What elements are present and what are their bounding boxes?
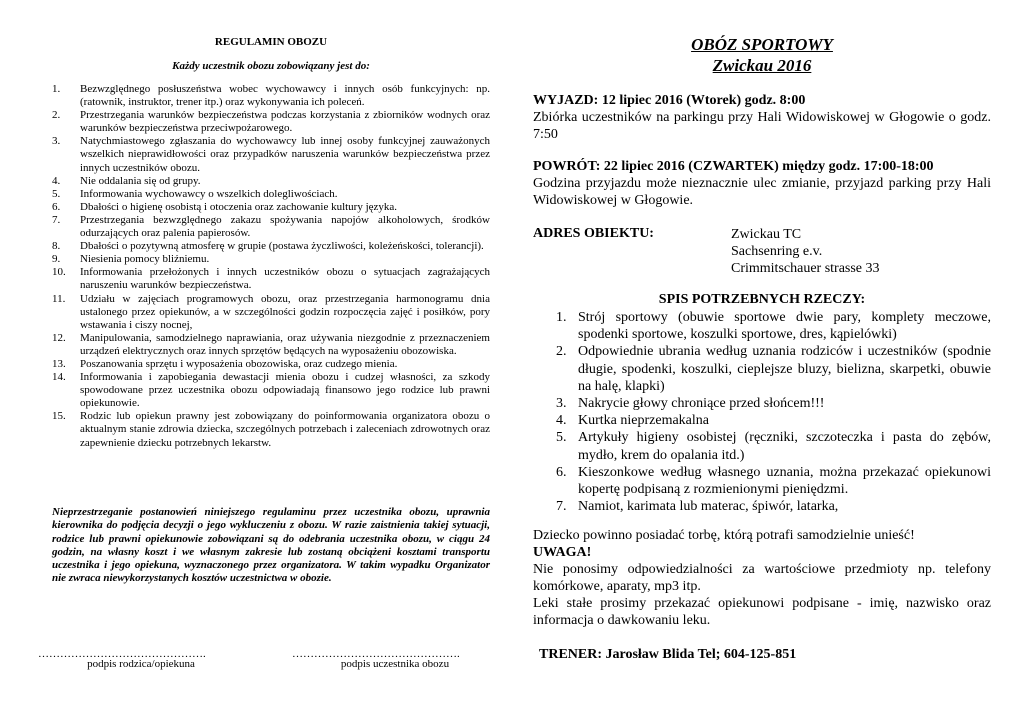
rule-item-number: 1. (52, 83, 61, 95)
bag-note: Dziecko powinno posiadać torbę, którą potrafi samodzielnie unieść! (533, 528, 915, 543)
rule-item (52, 332, 490, 358)
rule-item-number: 7. (52, 213, 61, 226)
packing-item-text: Artykuły higieny osobistej (ręczniki, szczoteczka i pasta do zębów, mydło, krem do opalania itd.) (578, 430, 991, 463)
packing-item-number: 6. (556, 464, 567, 480)
rule-item-text: Przestrzegania warunków bezpieczeństwa podczas korzystania z zbiorników wodnych oraz warunków bezpieczeństwa przeciwpożarowego. (80, 109, 490, 135)
rule-item (52, 201, 490, 214)
rule-item (52, 135, 490, 174)
rule-item-number: 8. (52, 240, 61, 253)
rule-item-text: Manipulowania, samodzielnego naprawiania, oraz używania niezgodnie z przeznaczeniem urządzeń elektrycznych oraz innych sprzętów będących na wyposażeniu obozowiska. (80, 331, 490, 357)
departure-text: Zbiórka uczestników na parkingu przy Hali Widowiskowej w Głogowie o godz. 7:50 (533, 110, 991, 143)
rule-item-text: Informowania przełożonych i innych uczestników obozu o sytuacjach zagrażających naruszeniu warunków bezpieczeństwa. (80, 266, 490, 292)
rule-item-number: 13. (52, 357, 66, 370)
rule-item (52, 371, 490, 410)
trainer-contact: TRENER: Jarosław Blida Tel; 604-125-851 (539, 647, 797, 662)
rule-item-text: Dbałości o higienę osobistą i otoczenia oraz zachowanie kultury języka. (80, 200, 398, 213)
rule-item-text: Informowania wychowawcy o wszelkich dolegliwościach. (80, 187, 338, 200)
address-line-2: Sachsenring e.v. (731, 244, 823, 259)
rule-item (52, 266, 490, 292)
rule-item (52, 83, 490, 109)
rule-item-number: 3. (52, 135, 61, 148)
packing-item-text: Odpowiednie ubrania według uznania rodziców i uczestników (spodnie długie, spodenki, koszulki, cieplejsze bluzy, bielizna, skarpetki, obuwie na halę, klapki) (578, 344, 991, 394)
rule-item-number: 4. (52, 174, 61, 187)
rule-item-number: 6. (52, 200, 61, 213)
rule-item (52, 358, 490, 371)
packing-item (533, 429, 991, 463)
packing-item-text: Namiot, karimata lub materac, śpiwór, latarka, (578, 499, 839, 515)
rule-item-number: 2. (52, 109, 61, 122)
rule-item-number: 9. (52, 253, 61, 266)
rule-item (52, 188, 490, 201)
packing-item (533, 464, 991, 498)
packing-item (533, 412, 991, 429)
camp-title (533, 34, 991, 76)
packing-item (533, 343, 991, 395)
address-line-1: Zwickau TC (731, 227, 802, 242)
rule-item-text: Dbałości o pozytywną atmosferę w grupie (postawa życzliwości, koleżeńskości, tolerancji). (80, 240, 484, 253)
packing-item-number: 2. (556, 344, 567, 360)
rules-list (52, 83, 490, 450)
warning-label: UWAGA! (533, 545, 592, 560)
packing-item-number: 5. (556, 430, 567, 446)
participant-signature-line: ………………………………………. (292, 648, 460, 660)
packing-item-text: Kurtka nieprzemakalna (578, 413, 709, 429)
warning-text-1: Nie ponosimy odpowiedzialności za wartościowe przedmioty np. telefony komórkowe, aparaty, mp3 itp. (533, 562, 991, 595)
rules-column (38, 0, 490, 725)
rule-item-number: 14. (52, 371, 66, 384)
packing-item (533, 309, 991, 343)
rules-warning: Nieprzestrzeganie postanowień niniejszego regulaminu przez uczestnika obozu, uprawnia kierownika do podjęcia decyzji o jego wykluczeniu z obozu. W razie zaistnienia takiej sytuacji, rodzice lub prawni opiekunowie zobowiązani są do odebrania uczestnika obozu, w ciągu 24 godzin, na własny koszt i we własnym zakresie lub zostaną obciążeni kosztami transportu uczestnika i jego opiekuna, wyznaczonego przez organizatora. W takim wypadku Organizator nie zwraca niewykorzystanych kosztów uczestnictwa w obozie. (52, 506, 490, 585)
packing-item (533, 395, 991, 412)
camp-title-line1: OBÓZ SPORTOWY (691, 35, 833, 54)
return-text: Godzina przyjazdu może nieznacznie ulec zmianie, przyjazd parking przy Hali Widowiskowej w Głogowie. (533, 176, 991, 209)
rule-item (52, 240, 490, 253)
rule-item-text: Niesienia pomocy bliźniemu. (80, 253, 210, 266)
camp-title-line2: Zwickau 2016 (712, 56, 812, 75)
packing-item-number: 1. (556, 310, 567, 325)
packing-item-number: 7. (556, 499, 567, 515)
departure-label: WYJAZD: 12 lipiec 2016 (Wtorek) godz. 8:00 (533, 93, 806, 108)
rule-item (52, 293, 490, 332)
rule-item-text: Informowania i zapobiegania dewastacji mienia obozu i cudzej własności, za szkody spowodowane przez uczestnika obozu odpowiadają finansowo jego rodzice lub prawni opiekunowie. (80, 371, 490, 410)
rule-item-number: 5. (52, 187, 61, 200)
packing-item-text: Kieszonkowe według własnego uznania, można przekazać opiekunowi kopertę podpisaną z rozmienionymi pieniędzmi. (578, 464, 991, 498)
rule-item-number: 12. (52, 331, 66, 344)
rule-item-text: Bezwzględnego posłuszeństwa wobec wychowawcy i innych osób funkcyjnych: np. (ratownik, instruktor, trener itp.) oraz wykonywania ich poleceń. (80, 83, 490, 109)
packing-item-number: 4. (556, 413, 567, 429)
packing-item-number: 3. (556, 396, 567, 412)
return-label: POWRÓT: 22 lipiec 2016 (CZWARTEK) między godz. 17:00-18:00 (533, 159, 934, 174)
rule-item (52, 253, 490, 266)
rules-title: REGULAMIN OBOZU (214, 36, 328, 48)
rule-item (52, 214, 490, 240)
rule-item-text: Poszanowania sprzętu i wyposażenia obozowiska, oraz cudzego mienia. (80, 357, 398, 370)
rule-item-number: 11. (52, 292, 66, 305)
info-column (533, 0, 991, 725)
rule-item-number: 10. (52, 266, 66, 279)
packing-item-text: Strój sportowy (obuwie sportowe dwie pary, komplety meczowe, spodenki sportowe, koszulki sportowe, dres, kąpielówki) (578, 310, 991, 343)
rule-item-text: Natychmiastowego zgłaszania do wychowawcy lub innej osoby funkcyjnej zauważonych wszelkich nieprawidłowości oraz przypadków naruszenia warunków bezpieczeństwa przez innych uczestników obozu. (80, 135, 490, 174)
rules-subtitle: Każdy uczestnik obozu zobowiązany jest do: (172, 60, 370, 72)
address-line-3: Crimmitschauer strasse 33 (731, 261, 880, 276)
participant-signature-label: podpis uczestnika obozu (340, 658, 450, 670)
warning-text-2: Leki stałe prosimy przekazać opiekunowi podpisane - imię, nazwisko oraz informacja o dawkowaniu leku. (533, 596, 991, 629)
rule-item-text: Przestrzegania bezwzględnego zakazu spożywania napojów alkoholowych, środków odurzających oraz palenia papierosów. (80, 213, 490, 240)
return-info (533, 158, 991, 210)
rule-item-number: 15. (52, 410, 66, 423)
packing-list (533, 309, 991, 515)
rule-item (52, 109, 490, 135)
packing-list-title: SPIS POTRZEBNYCH RZECZY: (658, 292, 866, 307)
rule-item-text: Udziału w zajęciach programowych obozu, oraz przestrzegania harmonogramu dnia ustalonego przez opiekunów, a w szczególności godzin rozpoczęcia zajęć i posiłków, pory wstawania i ciszy nocnej, (80, 292, 490, 331)
rule-item-text: Nie oddalania się od grupy. (80, 174, 201, 187)
packing-item (533, 498, 991, 515)
rule-item (52, 175, 490, 188)
rule-item (52, 410, 490, 449)
packing-item-text: Nakrycie głowy chroniące przed słońcem!!! (578, 396, 825, 412)
departure-info (533, 92, 991, 144)
address-label: ADRES OBIEKTU: (533, 226, 654, 241)
parent-signature-line: ………………………………………. (38, 648, 206, 660)
rule-item-text: Rodzic lub opiekun prawny jest zobowiązany do poinformowania organizatora obozu o aktualnym stanie zdrowia dziecka, szczególnych potrzebach i zaleceniach zdrowotnych oraz zapewnienie dziecku potrzebnych lekarstw. (80, 410, 490, 449)
parent-signature-label: podpis rodzica/opiekuna (87, 658, 195, 670)
